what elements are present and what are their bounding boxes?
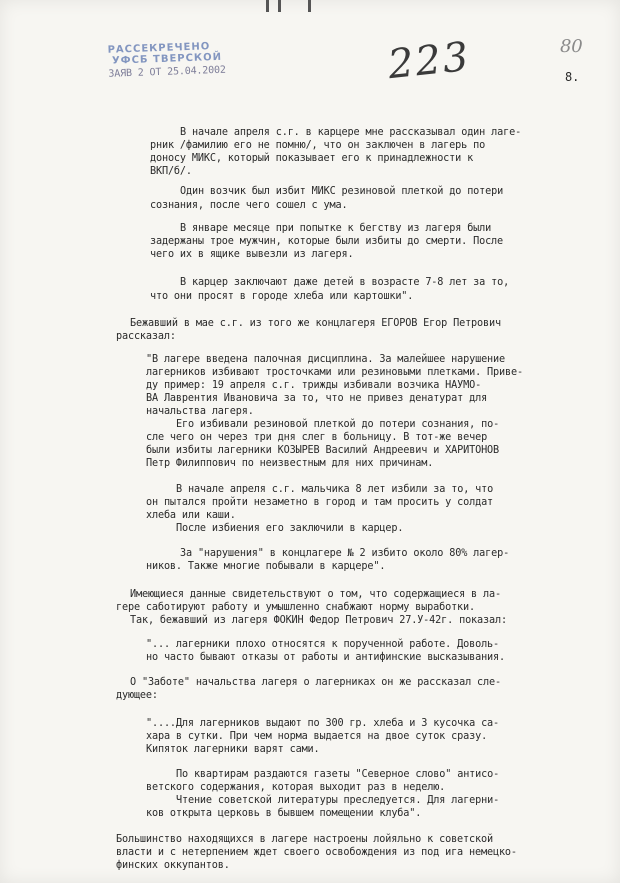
text-line: Имеющиеся данные свидетельствуют о том, что содержащиеся в ла- bbox=[130, 589, 501, 600]
stamp-line-3: ЗАЯВ 2 ОТ 25.04.2002 bbox=[108, 64, 227, 80]
text-line: После избиения его заключили в карцер. bbox=[176, 523, 404, 534]
text-line: Так, бежавший из лагеря ФОКИН Федор Петрович 27.У-42г. показал: bbox=[130, 615, 507, 626]
text-line: задержаны трое мужчин, которые были избиты до смерти. После bbox=[150, 236, 504, 247]
text-line: хара в сутки. При чем норма выдается на двое суток сразу. bbox=[146, 731, 488, 742]
text-line: Один возчик был избит МИКС резиновой плеткой до потери bbox=[180, 186, 504, 197]
page-number: 8. bbox=[565, 70, 580, 84]
text-line: гере саботируют работу и умышленно снабжают норму выработки. bbox=[116, 602, 476, 613]
text-line: дующее: bbox=[116, 690, 158, 701]
text-line: ду пример: 19 апреля с.г. трижды избивали возчика НАУМО- bbox=[146, 380, 482, 391]
binding-marks bbox=[262, 0, 322, 12]
text-line: "....Для лагерников выдают по 300 гр. хлеба и 3 кусочка са- bbox=[146, 718, 500, 729]
text-line: Его избивали резиновой плеткой до потери сознания, по- bbox=[176, 419, 500, 430]
text-line: лагерников избивают тросточками или резиновыми плетками. Приве- bbox=[146, 367, 523, 378]
text-line: рассказал: bbox=[116, 331, 176, 342]
stamp-line-2: УФСБ ТВЕРСКОЙ bbox=[111, 51, 223, 67]
text-line: что они просят в городе хлеба или картошки". bbox=[150, 291, 414, 302]
text-line: ветского содержания, которая выходит раз в неделю. bbox=[146, 782, 446, 793]
text-line: В январе месяце при попытке к бегству из лагеря были bbox=[180, 223, 492, 234]
text-line: Большинство находящихся в лагере настроены лойяльно к советской bbox=[116, 834, 493, 845]
text-line: В начале апреля с.г. мальчика 8 лет избили за то, что bbox=[176, 484, 494, 495]
text-line: В начале апреля с.г. в карцере мне рассказывал один лаге- bbox=[180, 127, 522, 138]
text-line: О "Заботе" начальства лагеря о лагерниках он же рассказал сле- bbox=[130, 677, 501, 688]
text-line: хлеба или каши. bbox=[146, 510, 236, 521]
text-line: ВА Лаврентия Ивановича за то, что не привез денатурат для bbox=[146, 393, 488, 404]
text-line: чего их в ящике вывезли из лагеря. bbox=[150, 249, 354, 260]
stamp-line-1: РАССЕКРЕЧЕНО bbox=[107, 41, 211, 56]
text-line: сле чего он через три дня слег в больницу. В тот-же вечер bbox=[146, 432, 488, 443]
text-line: По квартирам раздаются газеты "Северное слово" антисо- bbox=[176, 769, 500, 780]
text-line: ков открыта церковь в бывшем помещении клуба". bbox=[146, 808, 422, 819]
text-line: ВКП/б/. bbox=[150, 166, 192, 177]
handwritten-mark: 80 bbox=[560, 36, 583, 57]
text-line: В карцер заключают даже детей в возрасте 7-8 лет за то, bbox=[180, 277, 510, 288]
text-line: Петр Филиппович по неизвестным для них причинам. bbox=[146, 458, 434, 469]
text-line: финских оккупантов. bbox=[116, 860, 230, 871]
text-line: "В лагере введена палочная дисциплина. За малейшее нарушение bbox=[146, 354, 506, 365]
text-line: Бежавший в мае с.г. из того же концлагеря ЕГОРОВ Егор Петрович bbox=[130, 318, 501, 329]
text-line: начальства лагеря. bbox=[146, 406, 254, 417]
text-line: ников. Также многие побывали в карцере". bbox=[146, 561, 386, 572]
handwritten-number: 223 bbox=[385, 33, 473, 89]
text-line: "... лагерники плохо относятся к порученной работе. Доволь- bbox=[146, 639, 500, 650]
text-line: он пытался пройти незаметно в город и там просить у солдат bbox=[146, 497, 494, 508]
text-line: были избиты лагерники КОЗЫРЕВ Василий Андреевич и ХАРИТОНОВ bbox=[146, 445, 500, 456]
text-line: доносу МИКС, который показывает его к принадлежности к bbox=[150, 153, 474, 164]
text-line: За "нарушения" в концлагере № 2 избито около 80% лагер- bbox=[180, 548, 510, 559]
text-line: Кипяток лагерники варят сами. bbox=[146, 744, 320, 755]
text-line: власти и с нетерпением ждет своего освобождения из под ига немецко- bbox=[116, 847, 517, 858]
text-line: рник /фамилию его не помню/, что он заключен в лагерь по bbox=[150, 140, 486, 151]
text-line: Чтение советской литературы преследуется. Для лагерни- bbox=[176, 795, 500, 806]
text-line: но часто бывают отказы от работы и антифинские высказывания. bbox=[146, 652, 506, 663]
text-line: сознания, после чего сошел с ума. bbox=[150, 200, 348, 211]
declassification-stamp bbox=[107, 39, 268, 80]
